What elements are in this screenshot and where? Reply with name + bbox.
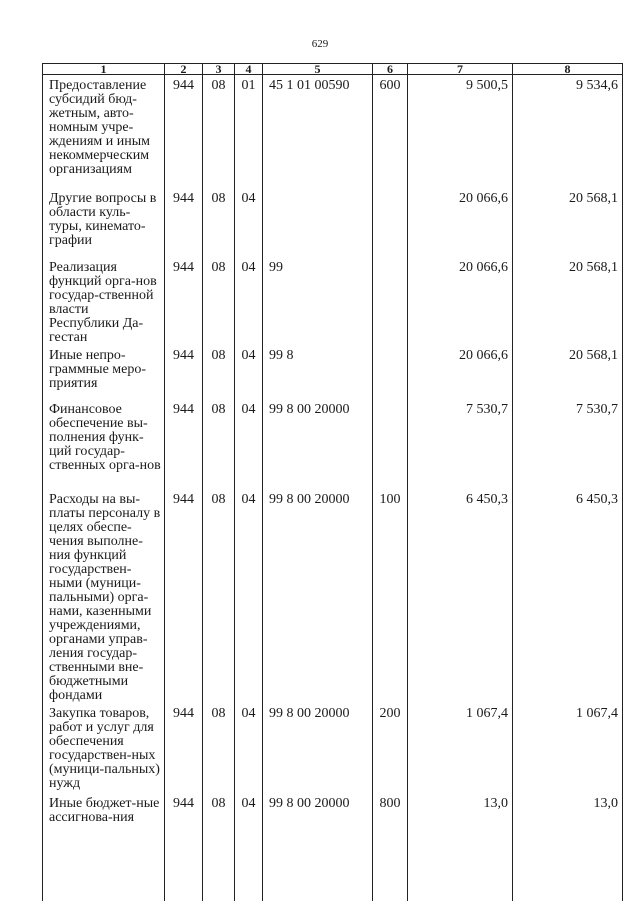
cell-col-6: 200 [373, 703, 408, 793]
cell-col-6: 800 [373, 793, 408, 901]
column-header-8: 8 [513, 64, 623, 75]
column-header-1: 1 [43, 64, 165, 75]
cell-col-4: 04 [235, 399, 263, 489]
cell-col-2: 944 [165, 399, 203, 489]
cell-col-4: 04 [235, 793, 263, 901]
table-row [43, 188, 623, 257]
cell-col-6 [373, 345, 408, 399]
budget-table [42, 63, 623, 901]
cell-col-8: 9 534,6 [513, 75, 623, 189]
cell-col-8: 6 450,3 [513, 489, 623, 703]
cell-col-5: 99 [263, 257, 373, 345]
cell-col-7: 20 066,6 [408, 257, 513, 345]
row-name: Расходы на вы-платы персоналу в целях обеспе-чения выполне-ния функций государствен-ными (муници-пальными) орга-нами, казенными учреждениями, органами управ-ления государ-ственными вне-бюджетными фондами [43, 489, 165, 703]
column-header-7: 7 [408, 64, 513, 75]
table-row [43, 345, 623, 399]
cell-col-8: 1 067,4 [513, 703, 623, 793]
column-header-2: 2 [165, 64, 203, 75]
cell-col-6 [373, 257, 408, 345]
cell-col-3: 08 [203, 793, 235, 901]
cell-col-5: 99 8 00 20000 [263, 703, 373, 793]
cell-col-3: 08 [203, 399, 235, 489]
cell-col-8: 20 568,1 [513, 188, 623, 257]
cell-col-4: 04 [235, 703, 263, 793]
cell-col-3: 08 [203, 188, 235, 257]
row-name: Реализация функций орга-нов государ-ственной власти Республики Да-гестан [43, 257, 165, 345]
cell-col-3: 08 [203, 703, 235, 793]
column-header-6: 6 [373, 64, 408, 75]
cell-col-3: 08 [203, 257, 235, 345]
cell-col-7: 1 067,4 [408, 703, 513, 793]
page-number: 629 [311, 38, 329, 50]
cell-col-4: 04 [235, 188, 263, 257]
cell-col-4: 04 [235, 489, 263, 703]
cell-col-5 [263, 188, 373, 257]
cell-col-7: 7 530,7 [408, 399, 513, 489]
table-row [43, 257, 623, 345]
column-header-4: 4 [235, 64, 263, 75]
cell-col-6 [373, 399, 408, 489]
cell-col-7: 9 500,5 [408, 75, 513, 189]
table-row [43, 489, 623, 703]
row-name: Другие вопросы в области куль-туры, кинемато-графии [43, 188, 165, 257]
cell-col-2: 944 [165, 793, 203, 901]
table-row [43, 793, 623, 901]
cell-col-3: 08 [203, 345, 235, 399]
cell-col-2: 944 [165, 345, 203, 399]
cell-col-4: 04 [235, 257, 263, 345]
column-header-5: 5 [263, 64, 373, 75]
cell-col-8: 20 568,1 [513, 345, 623, 399]
cell-col-8: 20 568,1 [513, 257, 623, 345]
cell-col-2: 944 [165, 257, 203, 345]
table-row [43, 75, 623, 189]
cell-col-2: 944 [165, 703, 203, 793]
row-name: Предоставление субсидий бюд-жетным, авто-номным учре-ждениям и иным некоммерческим организациям [43, 75, 165, 189]
cell-col-6: 100 [373, 489, 408, 703]
cell-col-5: 99 8 [263, 345, 373, 399]
cell-col-7: 6 450,3 [408, 489, 513, 703]
cell-col-8: 7 530,7 [513, 399, 623, 489]
row-name: Иные непро-граммные меро-приятия [43, 345, 165, 399]
cell-col-2: 944 [165, 188, 203, 257]
table-row [43, 399, 623, 489]
cell-col-7: 20 066,6 [408, 188, 513, 257]
cell-col-2: 944 [165, 489, 203, 703]
cell-col-5: 99 8 00 20000 [263, 489, 373, 703]
column-header-3: 3 [203, 64, 235, 75]
cell-col-5: 99 8 00 20000 [263, 793, 373, 901]
cell-col-7: 13,0 [408, 793, 513, 901]
cell-col-3: 08 [203, 489, 235, 703]
cell-col-5: 99 8 00 20000 [263, 399, 373, 489]
cell-col-2: 944 [165, 75, 203, 189]
cell-col-4: 01 [235, 75, 263, 189]
row-name: Закупка товаров, работ и услуг для обеспечения государствен-ных (муници-пальных) нужд [43, 703, 165, 793]
cell-col-6 [373, 188, 408, 257]
cell-col-6: 600 [373, 75, 408, 189]
cell-col-3: 08 [203, 75, 235, 189]
header-row [43, 64, 623, 75]
row-name: Иные бюджет-ные ассигнова-ния [43, 793, 165, 901]
cell-col-5: 45 1 01 00590 [263, 75, 373, 189]
cell-col-7: 20 066,6 [408, 345, 513, 399]
table-row [43, 703, 623, 793]
cell-col-4: 04 [235, 345, 263, 399]
row-name: Финансовое обеспечение вы-полнения функ-ций государ-ственных орга-нов [43, 399, 165, 489]
cell-col-8: 13,0 [513, 793, 623, 901]
